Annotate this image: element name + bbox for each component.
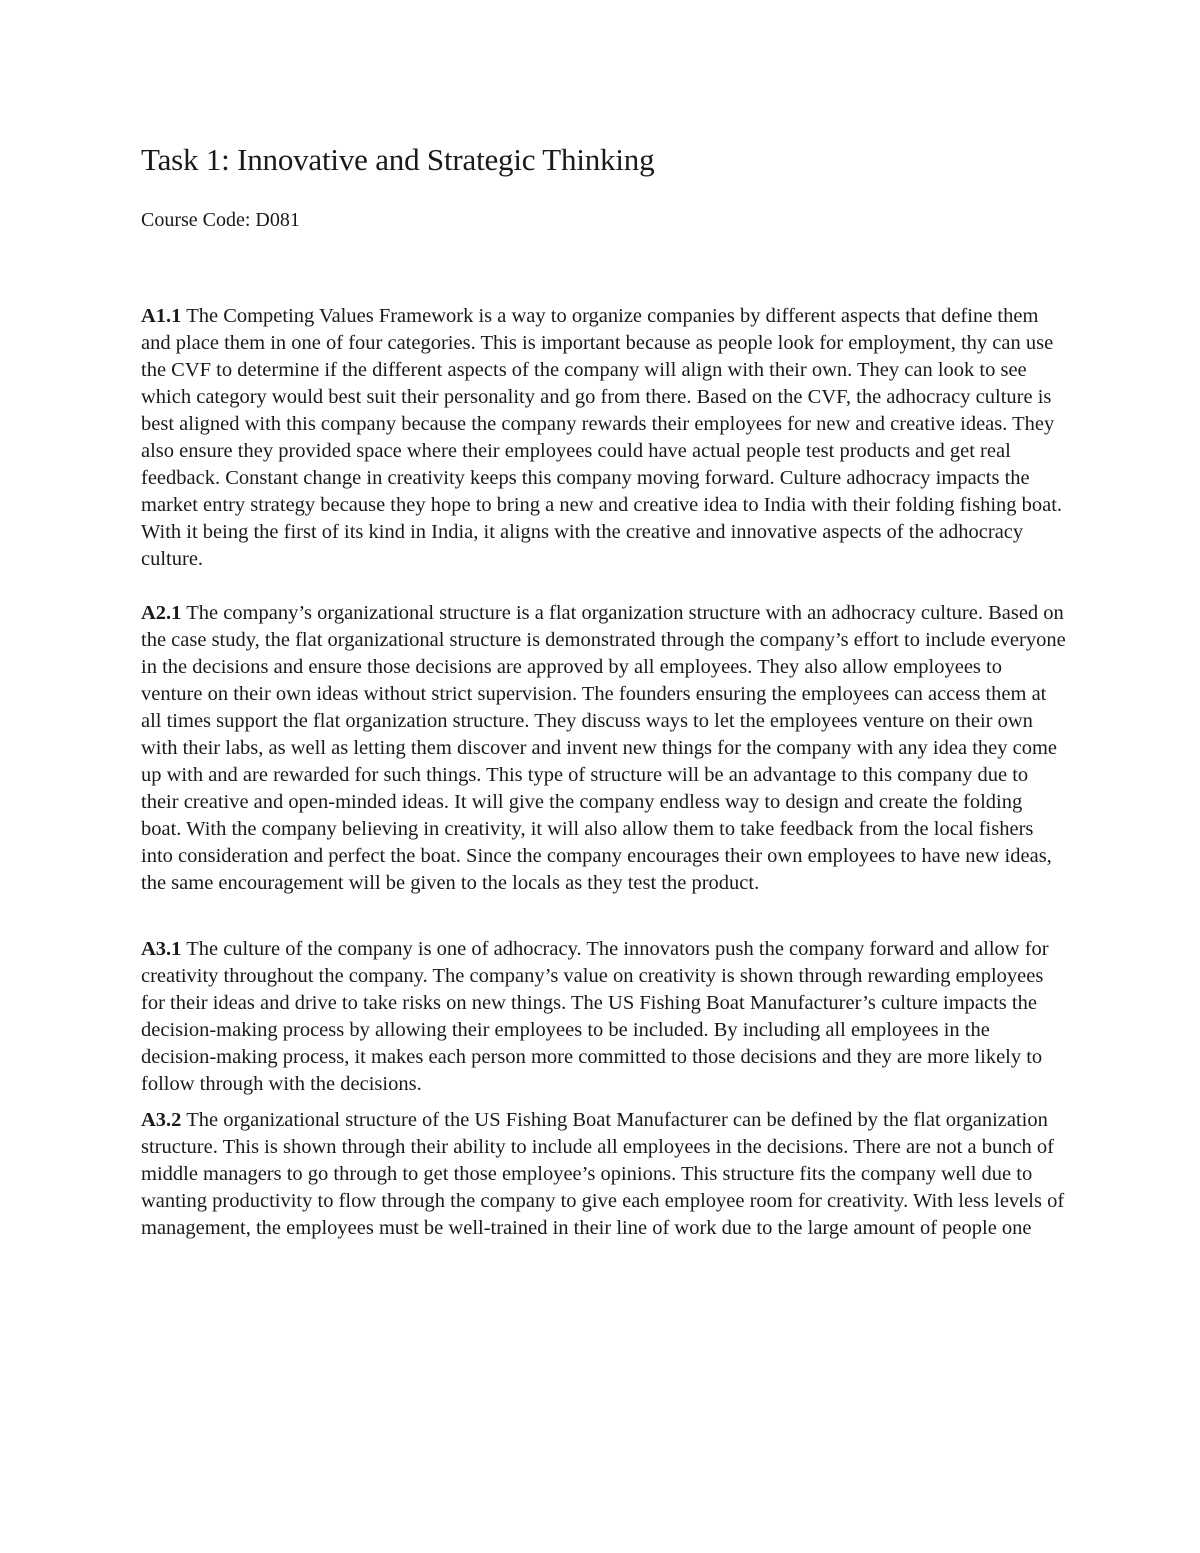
section-label: A2.1 — [141, 602, 182, 624]
section-label: A3.1 — [141, 938, 182, 960]
section-label: A3.2 — [141, 1109, 182, 1131]
document-page — [141, 140, 1066, 1242]
section-a3-2 — [141, 1107, 1066, 1242]
section-text: The organizational structure of the US Fishing Boat Manufacturer can be defined by the flat organization structure. This is shown through their ability to include all employees in the decisions. There are not a bunch of middle managers to go through to get those employee’s opinions. This structure fits the company well due to wanting productivity to flow through the company to give each employee room for creativity. With less levels of management, the employees must be well-trained in their line of work due to the large amount of people one — [141, 1109, 1065, 1239]
section-a2-1 — [141, 600, 1066, 897]
course-code: Course Code: D081 — [141, 209, 300, 231]
section-a1-1 — [141, 303, 1066, 573]
section-label: A1.1 — [141, 305, 182, 327]
document-title: Task 1: Innovative and Strategic Thinking — [141, 142, 655, 177]
section-text: The Competing Values Framework is a way to organize companies by different aspects that define them and place them in one of four categories. This is important because as people look for employment, thy can use the CVF to determine if the different aspects of the company will align with their own. They can look to see which category would best suit their personality and go from there. Based on the CVF, the adhocracy culture is best aligned with this company because the company rewards their employees for new and creative ideas. They also ensure they provided space where their employees could have actual people test products and get real feedback. Constant change in creativity keeps this company moving forward. Culture adhocracy impacts the market entry strategy because they hope to bring a new and creative idea to India with their folding fishing boat. With it being the first of its kind in India, it aligns with the creative and innovative aspects of the adhocracy culture. — [141, 305, 1063, 570]
section-text: The company’s organizational structure is a flat organization structure with an adhocracy culture. Based on the case study, the flat organizational structure is demonstrated through the company’s effort to include everyone in the decisions and ensure those decisions are approved by all employees. They also allow employees to venture on their own ideas without strict supervision. The founders ensuring the employees can access them at all times support the flat organization structure. They discuss ways to let the employees venture on their own with their labs, as well as letting them discover and invent new things for the company with any idea they come up with and are rewarded for such things. This type of structure will be an advantage to this company due to their creative and open-minded ideas. It will give the company endless way to design and create the folding boat. With the company believing in creativity, it will also allow them to take feedback from the local fishers into consideration and perfect the boat. Since the company encourages their own employees to have new ideas, the same encouragement will be given to the locals as they test the product. — [141, 602, 1066, 894]
section-a3-1 — [141, 936, 1066, 1098]
section-text: The culture of the company is one of adhocracy. The innovators push the company forward and allow for creativity throughout the company. The company’s value on creativity is shown through rewarding employees for their ideas and drive to take risks on new things. The US Fishing Boat Manufacturer’s culture impacts the decision-making process by allowing their employees to be included. By including all employees in the decision-making process, it makes each person more committed to those decisions and they are more likely to follow through with the decisions. — [141, 938, 1049, 1095]
